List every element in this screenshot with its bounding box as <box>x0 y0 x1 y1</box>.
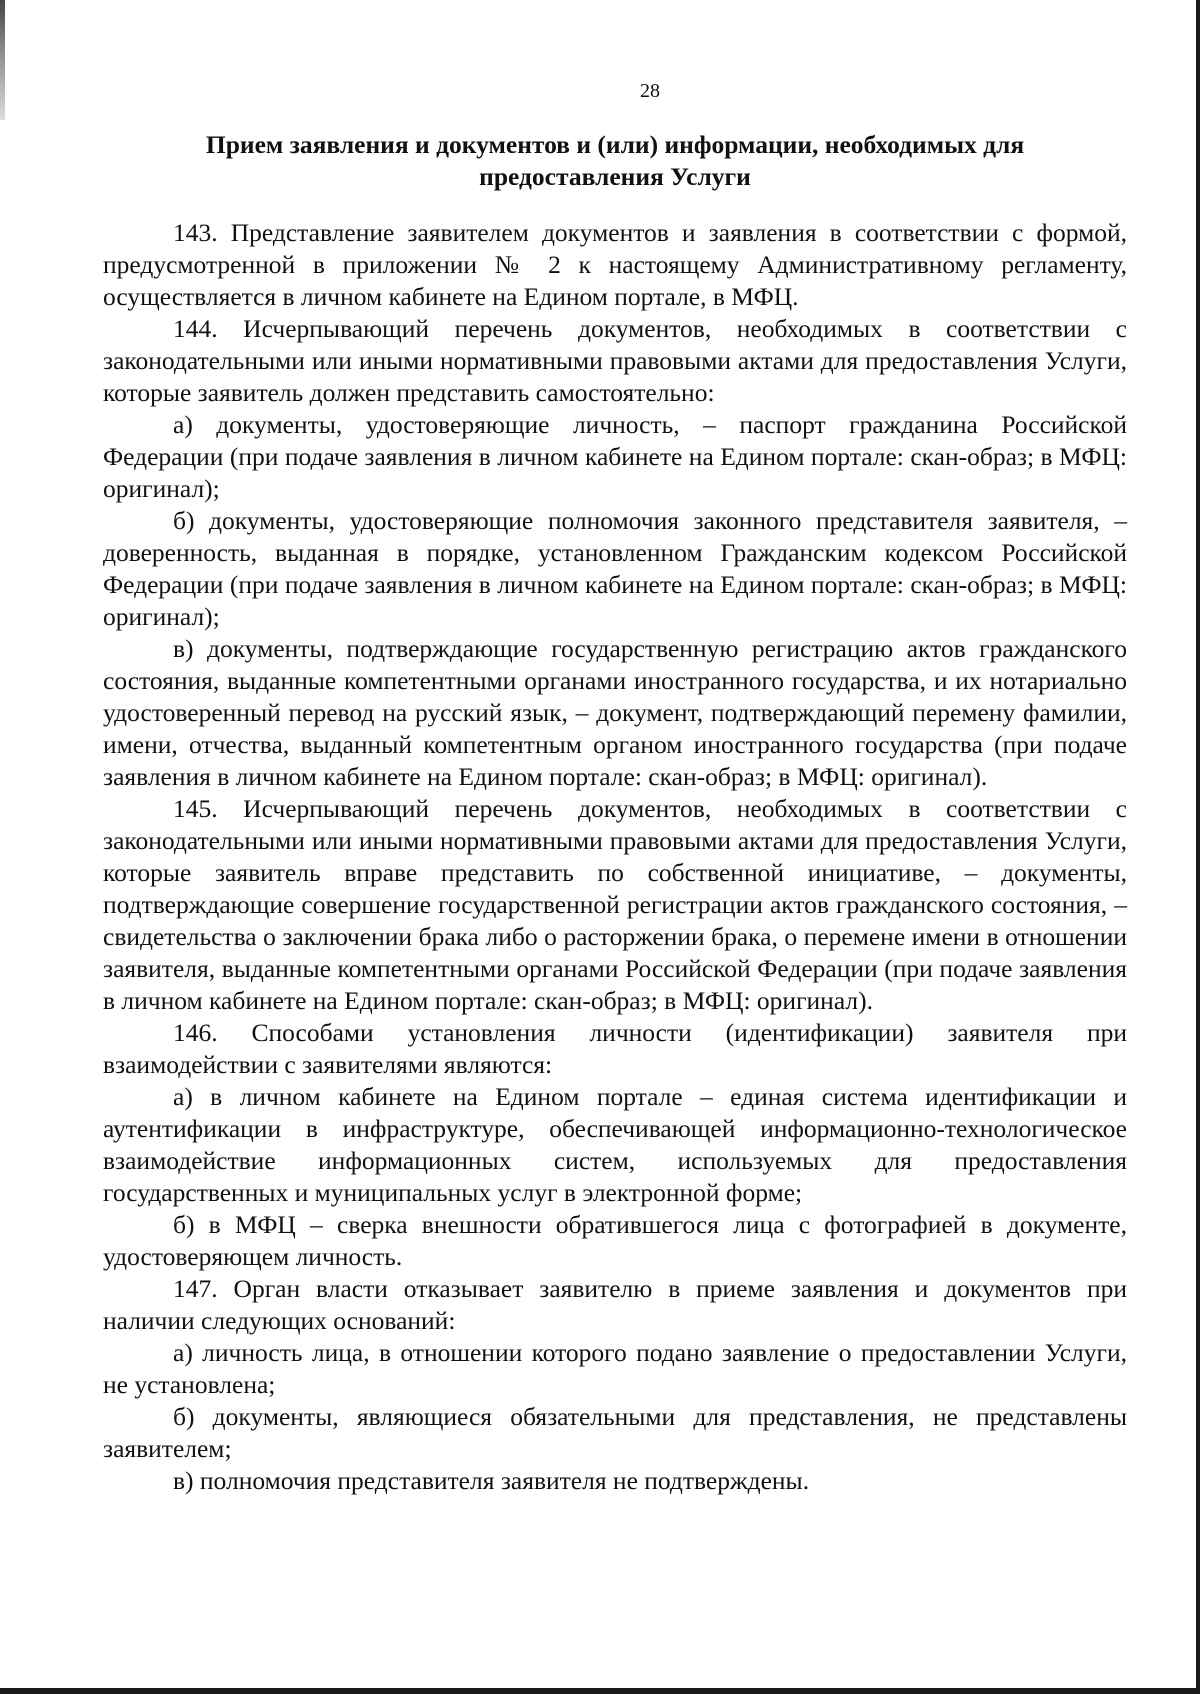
paragraph-147-a: а) личность лица, в отношении которого подано заявление о предоставлении Услуги, не установлена; <box>103 1338 1127 1399</box>
paragraph-146: 146. Способами установления личности (идентификации) заявителя при взаимодействии с заявителями являются: <box>103 1018 1127 1079</box>
paragraph-144-v: в) документы, подтверждающие государственную регистрацию актов гражданского состояния, выданные компетентными органами иностранного государства, и их нотариально удостоверенный перевод на русский язык, – документ, подтверждающий перемену фамилии, имени, отчества, выданный компетентным органом иностранного государства (при подаче заявления в личном кабинете на Едином портале: скан-образ; в МФЦ: оригинал). <box>103 634 1127 791</box>
document-page <box>103 80 1127 1497</box>
paragraph-147-v: в) полномочия представителя заявителя не подтверждены. <box>173 1466 810 1495</box>
page-number: 28 <box>640 80 660 102</box>
paragraph-147-b: б) документы, являющиеся обязательными для представления, не представлены заявителем; <box>103 1402 1127 1463</box>
scan-edge-right <box>1196 0 1200 1694</box>
section-heading-line-1: Прием заявления и документов и (или) информации, необходимых для <box>205 130 1025 159</box>
paragraph-144: 144. Исчерпывающий перечень документов, необходимых в соответствии с законодательными или иными нормативными правовыми актами для предоставления Услуги, которые заявитель должен представить самостоятельно: <box>103 314 1127 407</box>
paragraph-146-a: а) в личном кабинете на Едином портале – единая система идентификации и аутентификации в инфраструктуре, обеспечивающей информационно-технологическое взаимодействие информационных систем, используемых для предоставления государственных и муниципальных услуг в электронной форме; <box>103 1082 1127 1207</box>
paragraph-146-b: б) в МФЦ – сверка внешности обратившегося лица с фотографией в документе, удостоверяющем личность. <box>103 1210 1127 1271</box>
scan-edge-bottom <box>0 1688 1200 1694</box>
scan-edge-left <box>0 0 5 120</box>
document-body <box>103 217 1127 1497</box>
section-heading <box>103 129 1127 193</box>
section-heading-line-2: предоставления Услуги <box>479 162 751 191</box>
paragraph-144-a: а) документы, удостоверяющие личность, – паспорт гражданина Российской Федерации (при подаче заявления в личном кабинете на Едином портале: скан-образ; в МФЦ: оригинал); <box>103 410 1127 503</box>
paragraph-147: 147. Орган власти отказывает заявителю в приеме заявления и документов при наличии следующих оснований: <box>103 1274 1127 1335</box>
paragraph-145: 145. Исчерпывающий перечень документов, необходимых в соответствии с законодательными или иными нормативными правовыми актами для предоставления Услуги, которые заявитель вправе представить по собственной инициативе, – документы, подтверждающие совершение государственной регистрации актов гражданского состояния, – свидетельства о заключении брака либо о расторжении брака, о перемене имени в отношении заявителя, выданные компетентными органами Российской Федерации (при подаче заявления в личном кабинете на Едином портале: скан-образ; в МФЦ: оригинал). <box>103 794 1127 1015</box>
paragraph-144-b: б) документы, удостоверяющие полномочия законного представителя заявителя, – доверенность, выданная в порядке, установленном Гражданским кодексом Российской Федерации (при подаче заявления в личном кабинете на Едином портале: скан-образ; в МФЦ: оригинал); <box>103 506 1127 631</box>
paragraph-143: 143. Представление заявителем документов и заявления в соответствии с формой, предусмотренной в приложении № 2 к настоящему Административному регламенту, осуществляется в личном кабинете на Едином портале, в МФЦ. <box>103 218 1127 311</box>
